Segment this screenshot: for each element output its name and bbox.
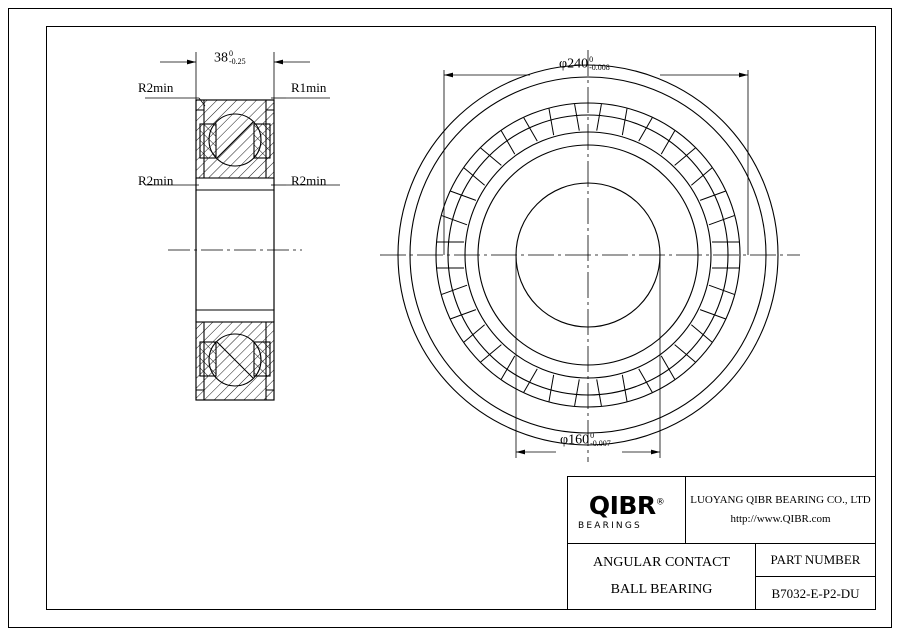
width-dimension-label: 38 0 -0.25 [214,49,246,67]
part-number-block [756,544,875,610]
front-view-centerlines [380,50,800,462]
product-type-line2: BALL BEARING [610,582,713,597]
registered-trademark-icon: ® [655,497,665,508]
company-website[interactable]: http://www.QIBR.com [730,513,831,525]
radius-label-r2min-bottom-right: R2min [291,173,327,188]
outer-diameter-dimension [444,70,748,255]
radius-label-r2min-bottom-left: R2min [138,173,174,188]
title-block [567,476,876,610]
radius-label-r1min-top-right: R1min [291,80,327,95]
part-number-label: PART NUMBER [756,544,875,577]
logo-subtitle: BEARINGS [578,521,642,531]
product-type [568,544,756,610]
company-name: LUOYANG QIBR BEARING CO., LTD [690,494,871,507]
company-logo [568,477,686,543]
company-info [686,477,875,543]
part-number-value: B7032-E-P2-DU [771,585,860,601]
outer-diameter-label: φ240 0 -0.008 [559,55,610,73]
bore-diameter-label: φ160 0 -0.007 [560,431,611,449]
radius-label-r2min-top-left: R2min [138,80,174,95]
title-block-body [568,544,875,610]
product-type-line1: ANGULAR CONTACT [593,555,730,571]
title-block-header [568,477,875,544]
logo-wordmark: QIBR® [588,491,665,520]
